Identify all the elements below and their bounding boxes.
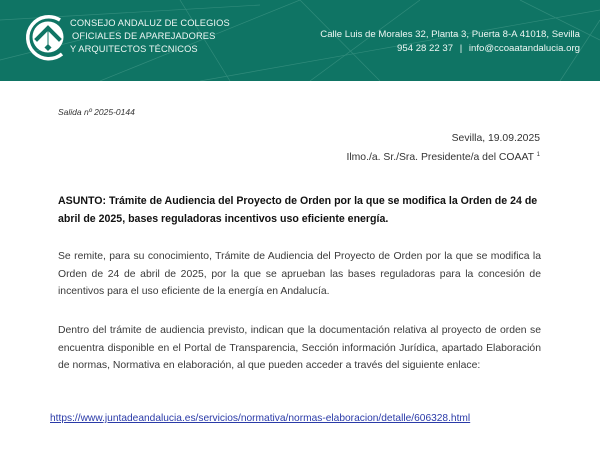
org-name-line-3: Y ARQUITECTOS TÉCNICOS [70, 44, 198, 54]
organization-name [70, 17, 230, 56]
recipient-text: Ilmo./a. Sr./Sra. Presidente/a del COAAT [346, 152, 534, 163]
body-paragraph-1: Se remite, para su conocimiento, Trámite de Audiencia del Proyecto de Orden por la que se modifica la Orden de 24 de abril de 2025, por la que se aprueban las bases reguladoras para la concesión de incentivos para el uso eficiente de la energía en Andalucía. [58, 251, 541, 297]
footnote-marker[interactable]: 1 [536, 152, 540, 158]
body-paragraph-2: Dentro del trámite de audiencia previsto, indican que la documentación relativa al proyecto de orden se encuentra disponible en el Portal de Transparencia, Sección información Jurídica, apartado Elaboración de normas, Normativa en elaboración, al que pueden acceder a través del siguiente enlace: [58, 325, 541, 371]
contact-info [320, 28, 580, 56]
letterhead-banner [0, 0, 600, 81]
phone: 954 28 22 37 [397, 43, 454, 54]
reference-number: Salida nº 2025-0144 [58, 107, 135, 117]
phone-email-line [320, 42, 580, 56]
separator: | [459, 43, 463, 54]
email-link[interactable]: info@ccoaatandalucia.org [468, 43, 580, 54]
place-and-recipient [346, 130, 540, 166]
org-name-line-1: CONSEJO ANDALUZ DE COLEGIOS [70, 18, 230, 28]
address: Calle Luis de Morales 32, Planta 3, Puerta 8-A 41018, Sevilla [320, 29, 580, 40]
org-name-line-2: OFICIALES DE APAREJADORES [72, 31, 216, 41]
subject-heading: ASUNTO: Trámite de Audiencia del Proyecto de Orden por la que se modifica la Orden de 24 de abril de 2025, bases reguladoras incentivos uso eficiente energía. [58, 195, 538, 225]
place-date: Sevilla, 19.09.2025 [451, 133, 540, 144]
regulation-link[interactable]: https://www.juntadeandalucia.es/servicios/normativa/normas-elaboracion/detalle/606328.html [50, 413, 471, 424]
ccaat-chevron-logo-icon [22, 12, 74, 64]
recipient [346, 147, 540, 166]
